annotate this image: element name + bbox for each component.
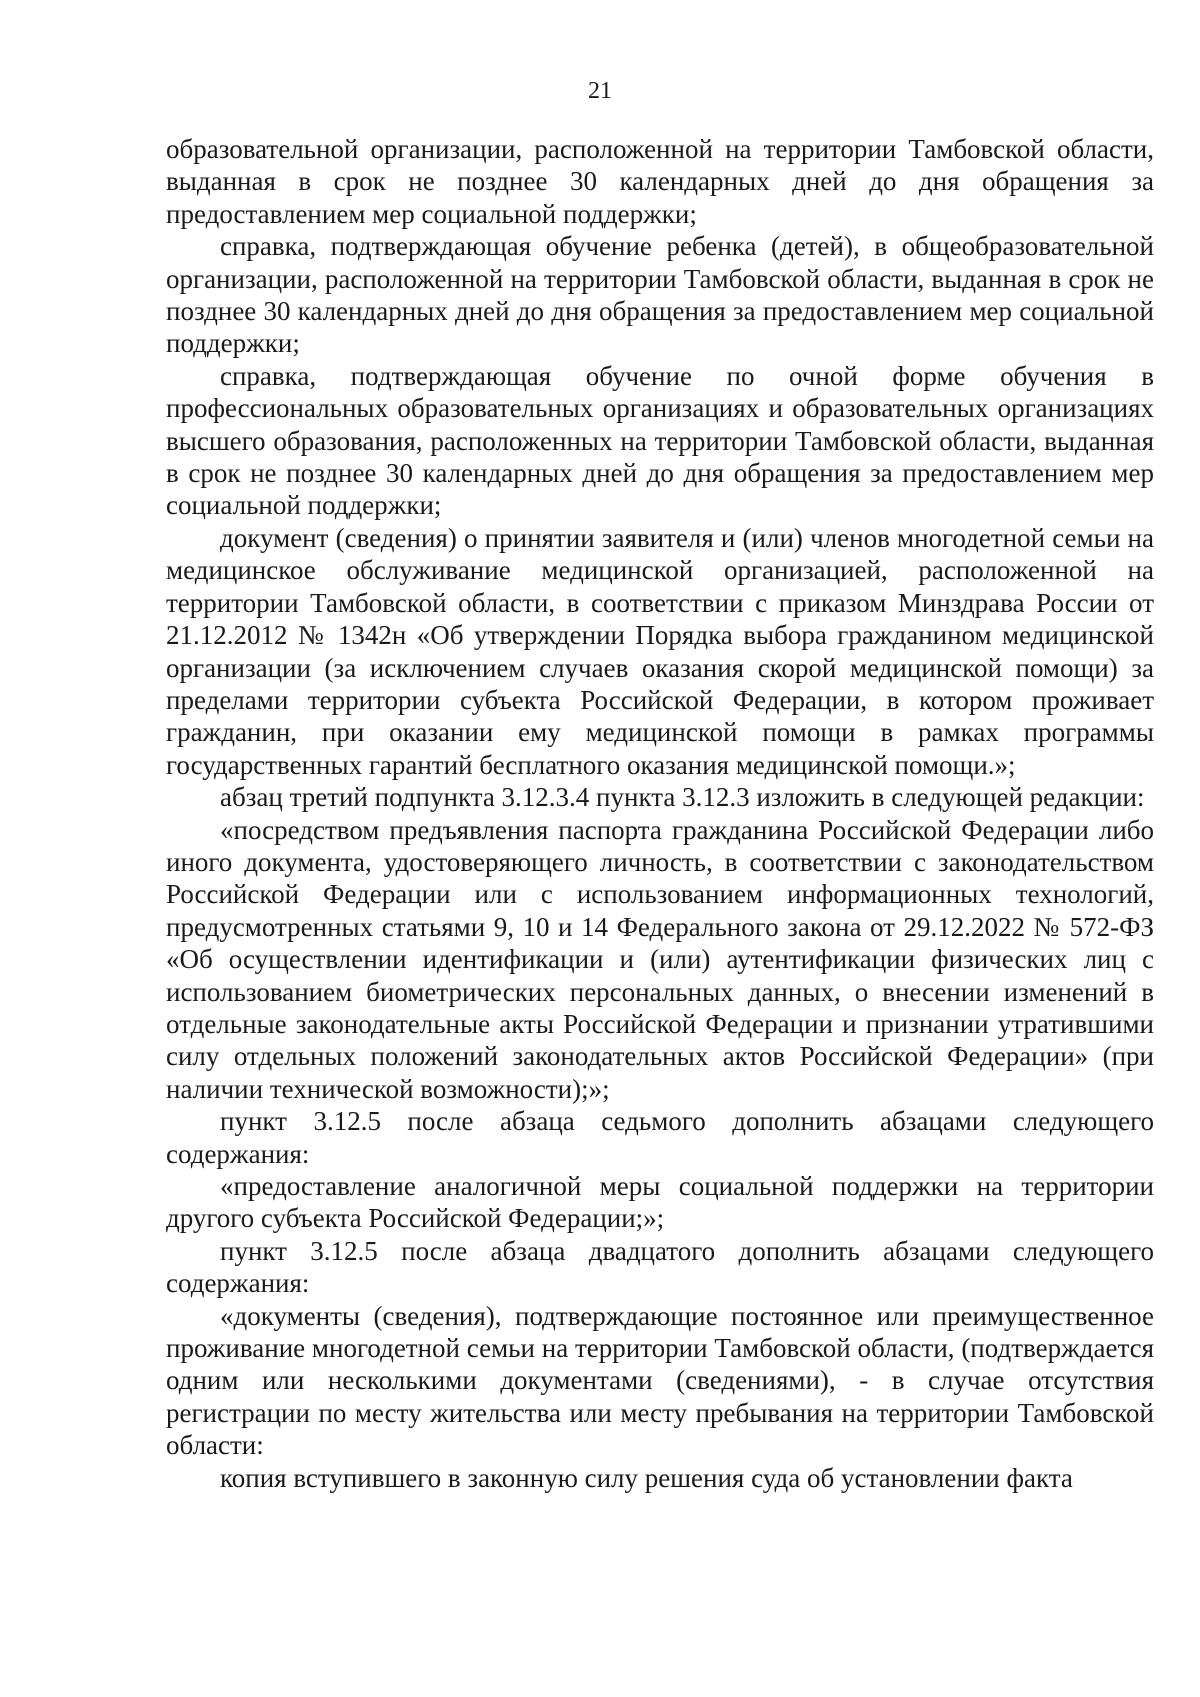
paragraph: «посредством предъявления паспорта гражданина Российской Федерации либо иного документа, удостоверяющего личность, в соответствии с законодательством Российской Федерации или с использованием информационных технологий, предусмотренных статьями 9, 10 и 14 Федерального закона от 29.12.2022 № 572-ФЗ «Об осуществлении идентификации и (или) аутентификации физических лиц с использованием биометрических персональных данных, о внесении изменений в отдельные законодательные акты Российской Федерации и признании утратившими силу отдельных положений законодательных актов Российской Федерации» (при наличии технической возможности);»; [166, 814, 1154, 1104]
page-number: 21 [588, 78, 612, 104]
paragraph: справка, подтверждающая обучение по очной форме обучения в профессиональных образовательных организациях и образовательных организациях высшего образования, расположенных на территории Тамбовской области, выданная в срок не позднее 30 календарных дней до дня обращения за предоставлением мер социальной поддержки; [166, 360, 1154, 521]
paragraph: копия вступившего в законную силу решения суда об установлении факта [220, 1462, 1073, 1493]
paragraph: «предоставление аналогичной меры социальной поддержки на территории другого субъекта Российской Федерации;»; [166, 1171, 1154, 1234]
paragraph: пункт 3.12.5 после абзаца двадцатого дополнить абзацами следующего содержания: [166, 1235, 1154, 1299]
paragraph: пункт 3.12.5 после абзаца седьмого дополнить абзацами следующего содержания: [166, 1106, 1154, 1169]
paragraph: образовательной организации, расположенной на территории Тамбовской области, выданная в срок не позднее 30 календарных дней до дня обращения за предоставлением мер социальной поддержки; [166, 134, 1154, 229]
paragraph: справка, подтверждающая обучение ребенка (детей), в общеобразовательной организации, расположенной на территории Тамбовской области, выданная в срок не позднее 30 календарных дней до дня обращения за предоставлением мер социальной поддержки; [166, 231, 1154, 359]
paragraph: абзац третий подпункта 3.12.3.4 пункта 3.12.3 изложить в следующей редакции: [220, 782, 1145, 813]
document-body [166, 133, 1154, 1494]
paragraph: «документы (сведения), подтверждающие постоянное или преимущественное проживание многодетной семьи на территории Тамбовской области, (подтверждается одним или несколькими документами (сведениями), - в случае отсутствия регистрации по месту жительства или месту пребывания на территории Тамбовской области: [166, 1300, 1154, 1461]
paragraph: документ (сведения) о принятии заявителя и (или) членов многодетной семьи на медицинское обслуживание медицинской организацией, расположенной на территории Тамбовской области, в соответствии с приказом Минздрава России от 21.12.2012 № 1342н «Об утверждении Порядка выбора гражданином медицинской организации (за исключением случаев оказания скорой медицинской помощи) за пределами территории субъекта Российской Федерации, в котором проживает гражданин, при оказании ему медицинской помощи в рамках программы государственных гарантий бесплатного оказания медицинской помощи.»; [166, 522, 1154, 780]
